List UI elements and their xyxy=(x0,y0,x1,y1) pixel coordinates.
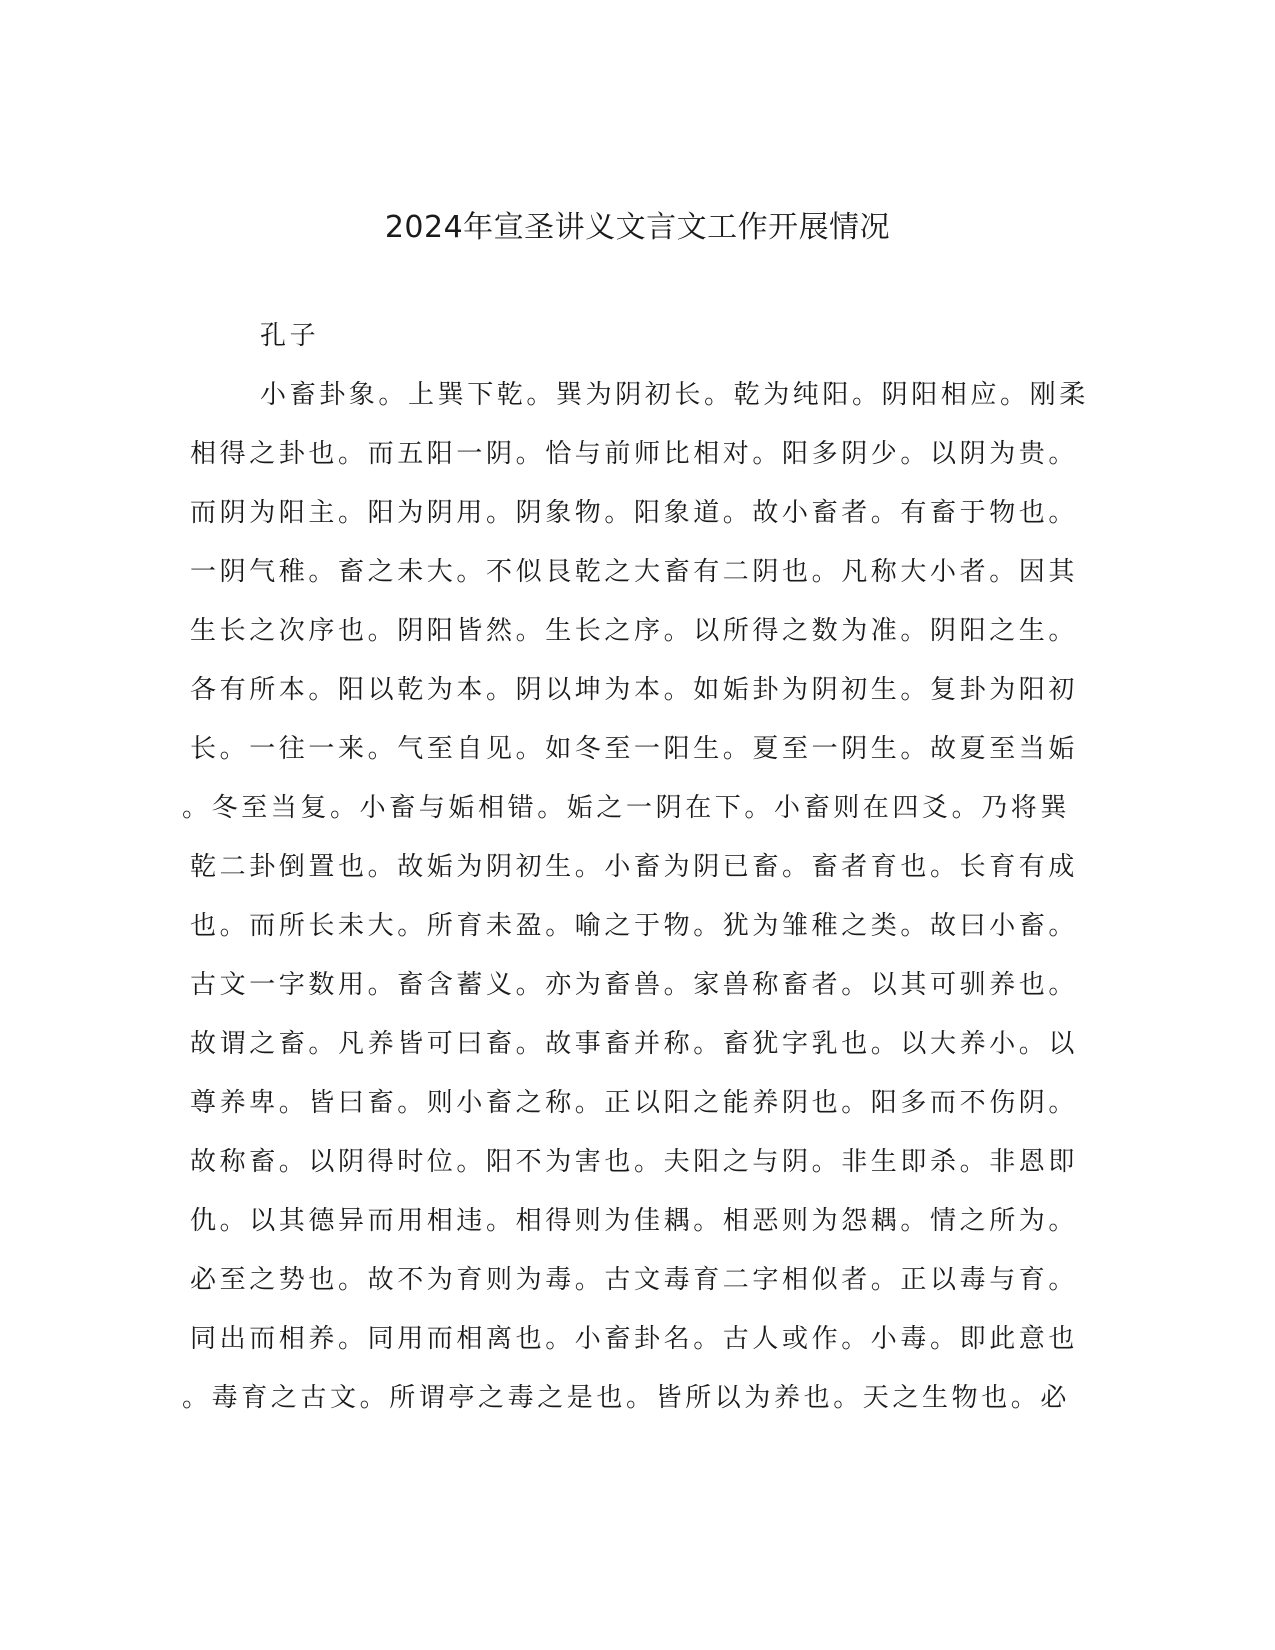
paragraph-line: 古文一字数用。畜含蓄义。亦为畜兽。家兽称畜者。以其可驯养也。 xyxy=(190,970,1079,1000)
paragraph-line: 各有所本。阳以乾为本。阴以坤为本。如姤卦为阴初生。复卦为阳初 xyxy=(190,675,1079,705)
paragraph-line: 也。而所长未大。所育未盈。喻之于物。犹为雏稚之类。故曰小畜。 xyxy=(190,911,1079,941)
paragraph-line: 生长之次序也。阴阳皆然。生长之序。以所得之数为准。阴阳之生。 xyxy=(190,616,1079,646)
paragraph-line: 故谓之畜。凡养皆可曰畜。故事畜并称。畜犹字乳也。以大养小。以 xyxy=(190,1029,1079,1059)
paragraph-line: 。毒育之古文。所谓亭之毒之是也。皆所以为养也。天之生物也。必 xyxy=(182,1383,1071,1413)
paragraph-line: 。冬至当复。小畜与姤相错。姤之一阴在下。小畜则在四爻。乃将巽 xyxy=(182,793,1071,823)
paragraph-line: 乾二卦倒置也。故姤为阴初生。小畜为阴已畜。畜者育也。长育有成 xyxy=(190,852,1079,882)
paragraph-line: 小畜卦象。上巽下乾。巽为阴初长。乾为纯阳。阴阳相应。刚柔 xyxy=(260,380,1089,410)
paragraph-line: 同出而相养。同用而相离也。小畜卦名。古人或作。小毒。即此意也 xyxy=(190,1324,1079,1354)
paragraph-line: 而阴为阳主。阳为阴用。阴象物。阳象道。故小畜者。有畜于物也。 xyxy=(190,498,1079,528)
document-title: 2024年宣圣讲义文言文工作开展情况 xyxy=(384,210,891,245)
paragraph-line: 尊养卑。皆曰畜。则小畜之称。正以阳之能养阴也。阳多而不伤阴。 xyxy=(190,1088,1079,1118)
author-line: 孔子 xyxy=(260,321,320,351)
paragraph-line: 故称畜。以阴得时位。阳不为害也。夫阳之与阴。非生即杀。非恩即 xyxy=(190,1147,1079,1177)
paragraph-line: 一阴气稚。畜之未大。不似艮乾之大畜有二阴也。凡称大小者。因其 xyxy=(190,557,1079,587)
paragraph-line: 必至之势也。故不为育则为毒。古文毒育二字相似者。正以毒与育。 xyxy=(190,1265,1079,1295)
paragraph-line: 仇。以其德异而用相违。相得则为佳耦。相恶则为怨耦。情之所为。 xyxy=(190,1206,1079,1236)
paragraph-line: 相得之卦也。而五阳一阴。恰与前师比相对。阳多阴少。以阴为贵。 xyxy=(190,439,1079,469)
paragraph-line: 长。一往一来。气至自见。如冬至一阳生。夏至一阴生。故夏至当姤 xyxy=(190,734,1079,764)
